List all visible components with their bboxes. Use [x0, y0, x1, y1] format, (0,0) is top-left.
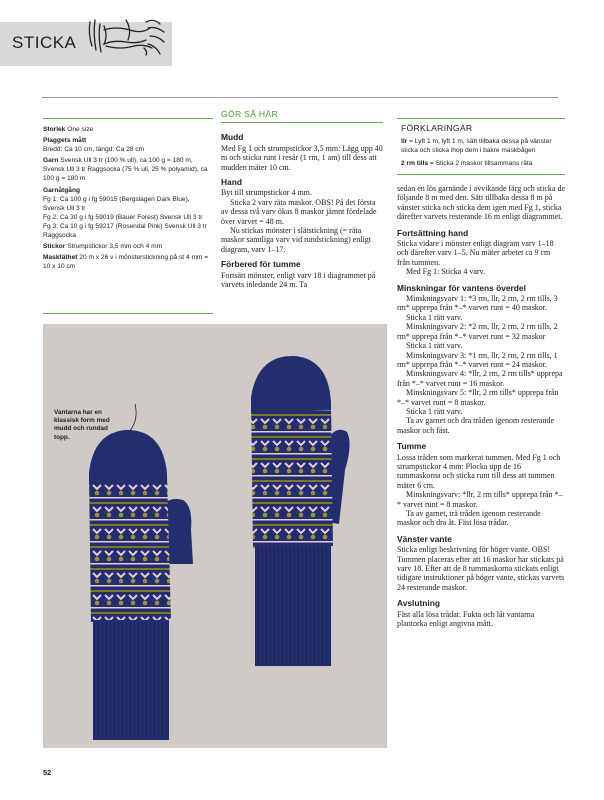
yarn-color-2: Fg 2: Ca 30 g i fg 59019 (Bauer Forest) Svensk Ull 3 tr [43, 213, 203, 221]
knit-round-1: Sticka 1 rätt varv. [406, 312, 463, 322]
finish-top-text: Ta av garnet och dra tråden igenom resterande maskor och fäst. [397, 416, 555, 435]
abbrev-2rm: 2 rm tills = Sticka 2 maskor tillsammans räta [401, 160, 533, 167]
thumb-finish-text: Ta av garnet, trä tråden igenom resterande maskor och dra åt. Fäst lösa trådar. [397, 509, 541, 528]
hand-text-2: Sticka 2 varv räta maskor. OBS! På det första av dessa två varv ökas 8 maskor jämnt fördelade över varvet = 48 m. [221, 197, 377, 226]
decrease-round-5: Minskningsvarv 5: *llr, 2 rm tills* upprepa från *–* varvet runt = 8 maskor. [397, 388, 559, 407]
left-mitten-text: Sticka enligt beskrivning för höger vante. OBS! Tummen placeras efter att 16 maskor har stickats på varv 18. Efter att de 8 tummaskorna stickats enligt tidigare instruktioner på höger vante, stickas varvets 24 resterande maskor. [397, 545, 565, 592]
knit-round-2: Sticka 1 rätt varv. [406, 341, 463, 351]
yarn-amount-label: Garnåtgång [43, 186, 81, 194]
decrease-round-1: Minskningsvarv 1: *3 rm, llr, 2 rm, 2 rm tills, 3 rm* upprepa från *–* varvet runt = 40 maskor. [397, 294, 558, 313]
hand-heading: Hand [221, 177, 242, 188]
watermark: PassionForum.ru [488, 781, 558, 791]
size-line: Storlek One size [43, 126, 94, 133]
mittens-photo [43, 324, 387, 748]
thumb-decrease-text: Minskningsvarv: *llr, 2 rm tills* upprepa från *–* varvet runt = 8 maskor. [397, 490, 563, 509]
gauge-line: Masktäthet 20 m x 26 v i mönsterstickning på st 4 mm = 10 x 10 cm [43, 254, 209, 271]
hand-text-3: Nu stickas mönster i slätstickning (= räta maskor samtliga varv vid rundstickning) enligt diagram, varv 1–17. [221, 226, 371, 254]
cuff-heading: Mudd [221, 132, 244, 143]
yarn-color-3: Fg 3: Ca 10 g i fg 59217 (Rosendal Pink) Svensk Ull 3 tr Raggsocka [43, 222, 207, 240]
decrease-round-3: Minskningsvarv 3: *1 rm, llr, 2 rm, 2 rm tills, 1 rm* upprepa från *–* varvet runt = 24 maskor. [397, 350, 558, 369]
page-number: 52 [43, 768, 52, 777]
abbreviations-title: FÖRKLARINGAR [401, 123, 473, 133]
mittens-illustration [43, 324, 387, 748]
photo-caption: Vantarna har en klassisk form med mudd och rundad topp. [54, 409, 110, 441]
decrease-heading: Minskningar för vantens överdel [397, 282, 526, 293]
garment-size-value: Bredd: Ca 10 cm, längd: Ca 28 cm [43, 146, 145, 154]
hand-text-1: Byt till strumpstickor 4 mm. [221, 188, 312, 198]
knit-round-3: Sticka 1 rätt varv. [406, 406, 463, 416]
needles-line: Stickor Strumpstickor 3,5 mm och 4 mm [43, 243, 163, 251]
abbreviations-box [397, 118, 565, 175]
section-title: STICKA [12, 33, 77, 52]
thumb-text: Lossa tråden som markerat tummen. Med Fg 1 och strumpstickor 4 mm: Plocka upp de 16 tummaskorna och sticka runt till dess att tummen mäter 6 cm. [397, 452, 561, 490]
thumb-prep-text: Fortsätt mönster, enligt varv 18 i diagrammet på varvets inledande 24 m. Ta [221, 270, 376, 290]
decrease-round-2: Minskningsvarv 2: *2 rm, llr, 2 rm, 2 rm tills, 2 rm* upprepa från *–* varvet runt = 32 maskor [397, 322, 558, 341]
yarn-skein-icon [86, 16, 168, 56]
left-mitten-heading: Vänster vante [397, 533, 452, 544]
header-divider [42, 97, 558, 98]
continue-hand-text-2: Med Fg 1: Sticka 4 varv. [406, 267, 486, 277]
finishing-heading: Avslutning [397, 598, 440, 609]
finishing-text: Fäst alla lösa trådar. Fukta och låt vantarna plantorka enligt angivna mått. [397, 609, 535, 629]
instructions-heading: GÖR SÅ HÄR [221, 110, 383, 123]
materials-box [43, 118, 213, 314]
instructions-column-1 [221, 110, 383, 290]
decrease-round-4: Minskningsvarv 4: *llr, 2 rm, 2 rm tills* upprepa från *–* varvet runt = 16 maskor. [397, 369, 563, 388]
garment-size-label: Plaggets mått [43, 137, 87, 145]
continue-hand-text: Sticka vidare i mönster enligt diagram varv 1–18 och därefter varv 1–5. Nu mäter arbetet ca 9 cm från tummen. [397, 239, 554, 267]
yarn-color-1: Fg 1: Ca 100 g i fg 59015 (Bergslagen Dark Blue), Svensk Ull 3 tr [43, 195, 190, 212]
thumb-heading: Tumme [397, 441, 427, 452]
instructions-column-2 [397, 110, 565, 628]
abbrev-llr: llr = Lyft 1 m, lyft 1 m, sätt tillbaka dessa på vänster sticka och sticka ihop dem i bakre maskbågen [401, 138, 552, 154]
thumb-prep-heading: Förbered för tumme [221, 259, 301, 270]
continued-text: sedan en lös garnände i avvikande färg och sticka de följande 8 m med den. Sätt tillbaka dessa 8 m på vänster sticka och sticka dem igen med Fg 1, sticka därefter varvets resterande 16 m enligt diagrammet. [397, 184, 566, 222]
cuff-text: Med Fg 1 och strumpstickor 3,5 mm: Lägg upp 40 m och sticka runt i resår (1 rm, 1 am) till dess att mudden mäter 10 cm. [221, 143, 383, 172]
yarn-line: Garn Svensk Ull 3 tr (100 % ull), ca 100 g = 180 m, Svensk Ull 3 tr Raggsocka (75 % ull, 25 % polyamid), ca 100 g = 180 m [43, 157, 208, 183]
continue-hand-heading: Fortsättning hand [397, 227, 469, 238]
